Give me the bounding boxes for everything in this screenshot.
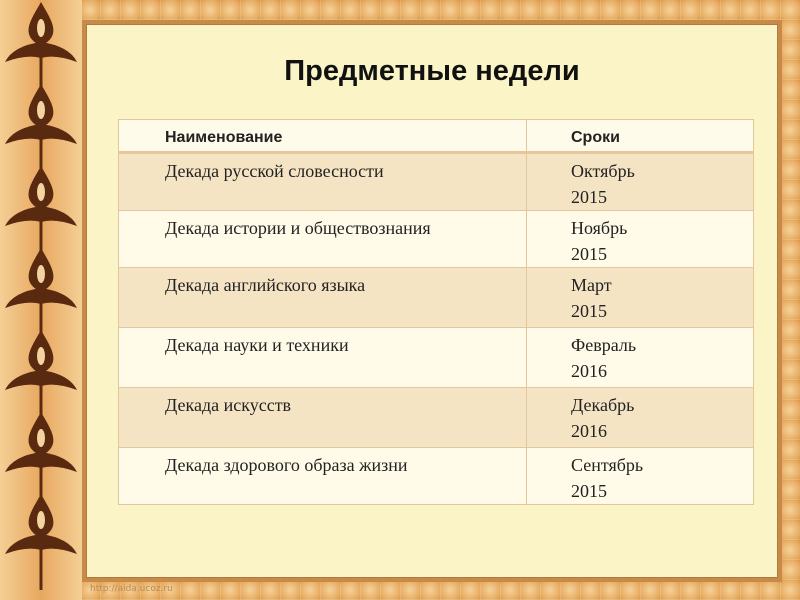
ornament-highlight bbox=[37, 101, 45, 119]
ornament-highlight bbox=[37, 429, 45, 447]
ornament-highlight bbox=[37, 347, 45, 365]
ornament-highlight bbox=[37, 19, 45, 37]
row-name: Декада здорового образа жизни bbox=[119, 448, 527, 505]
row-date: Ноябрь 2015 bbox=[527, 211, 754, 268]
table-header-row bbox=[119, 120, 754, 153]
row-name: Декада истории и обществознания bbox=[119, 211, 527, 268]
row-date: Сентябрь 2015 bbox=[527, 448, 754, 505]
schedule-table bbox=[118, 119, 754, 505]
table-row bbox=[119, 388, 754, 448]
footer-url: http://aida.ucoz.ru bbox=[90, 584, 173, 594]
column-header-name: Наименование bbox=[119, 120, 527, 153]
column-header-dates: Сроки bbox=[527, 120, 754, 153]
table-row bbox=[119, 211, 754, 268]
ornament-highlight bbox=[37, 183, 45, 201]
row-date: Март 2015 bbox=[527, 268, 754, 328]
table-row bbox=[119, 448, 754, 505]
ornament-highlight bbox=[37, 265, 45, 283]
table-row bbox=[119, 268, 754, 328]
ornamental-border bbox=[0, 0, 82, 600]
row-name: Декада английского языка bbox=[119, 268, 527, 328]
page-title: Предметные недели bbox=[284, 55, 580, 87]
ornament-graphic bbox=[0, 0, 82, 600]
row-name: Декада искусств bbox=[119, 388, 527, 448]
row-date: Октябрь 2015 bbox=[527, 153, 754, 211]
row-name: Декада русской словесности bbox=[119, 153, 527, 211]
row-date: Декабрь 2016 bbox=[527, 388, 754, 448]
row-date: Февраль 2016 bbox=[527, 328, 754, 388]
slide-content bbox=[86, 24, 778, 578]
ornament-highlight bbox=[37, 511, 45, 529]
table-row bbox=[119, 328, 754, 388]
slide-frame bbox=[82, 20, 782, 582]
row-name: Декада науки и техники bbox=[119, 328, 527, 388]
table-row bbox=[119, 153, 754, 211]
